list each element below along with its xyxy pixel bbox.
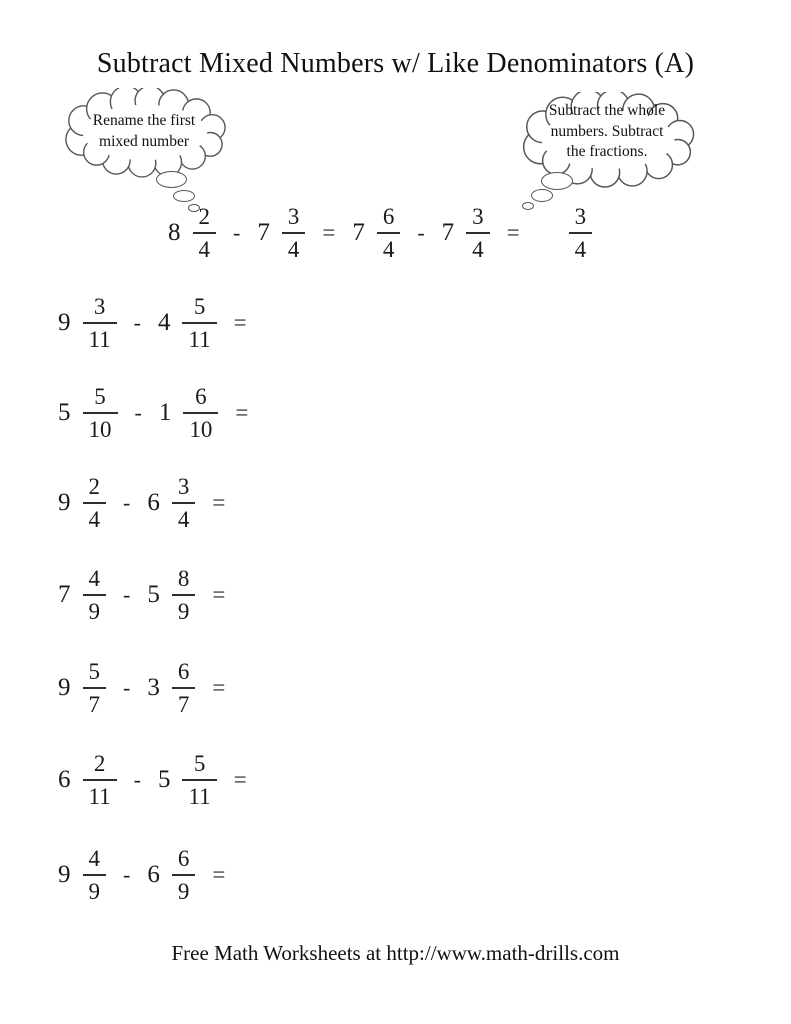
equals-sign: = (233, 767, 247, 792)
cloud-right-line1: Subtract the whole (548, 101, 666, 119)
equals-sign: = (212, 862, 226, 887)
whole-number: 9 (58, 489, 71, 516)
whole-number: 9 (58, 674, 71, 701)
problem-row-2 (58, 382, 253, 444)
denominator: 4 (569, 232, 593, 261)
denominator: 4 (377, 232, 401, 261)
denominator: 9 (83, 594, 107, 623)
numerator: 4 (88, 846, 100, 871)
minus-sign: - (133, 767, 141, 792)
equals-sign: = (233, 310, 247, 335)
footer-credit: Free Math Worksheets at http://www.math-drills.com (171, 941, 620, 965)
denominator: 10 (83, 412, 118, 441)
numerator: 5 (94, 384, 106, 409)
numerator: 3 (472, 204, 484, 229)
fraction (377, 205, 401, 261)
equals-sign: = (212, 490, 226, 515)
numerator: 3 (177, 474, 190, 499)
result-fraction (569, 205, 593, 261)
fraction (83, 752, 117, 808)
minus-sign: - (417, 220, 425, 245)
cloud-right-line2: numbers. Subtract (550, 122, 664, 140)
numerator: 5 (193, 294, 206, 319)
numerator: 3 (93, 294, 106, 319)
denominator: 10 (183, 412, 218, 441)
denominator: 4 (466, 232, 490, 261)
example-equation (168, 202, 592, 264)
numerator: 2 (93, 751, 106, 776)
equals-sign: = (212, 675, 226, 700)
whole-number: 6 (147, 489, 160, 516)
numerator: 2 (88, 474, 100, 499)
minus-sign: - (123, 490, 131, 515)
problem-row-5 (58, 657, 230, 719)
whole-number: 4 (157, 309, 171, 336)
numerator: 6 (382, 204, 395, 229)
denominator: 9 (172, 594, 196, 623)
fraction (182, 752, 216, 808)
minus-sign: - (233, 220, 241, 245)
cloud-right-text (512, 92, 702, 176)
denominator: 4 (83, 502, 107, 531)
whole-number: 3 (147, 674, 160, 701)
thought-trail-bubble (531, 189, 553, 202)
fraction (172, 847, 196, 903)
numerator: 8 (177, 566, 190, 591)
equals-sign: = (506, 220, 520, 245)
cloud-left-text (55, 88, 233, 180)
fraction (466, 205, 490, 261)
fraction (193, 205, 217, 261)
thought-cloud-right (512, 92, 702, 176)
numerator: 5 (193, 751, 206, 776)
numerator: 6 (177, 659, 190, 684)
problem-row-4 (58, 564, 230, 626)
numerator: 3 (574, 204, 587, 229)
denominator: 9 (83, 874, 107, 903)
numerator: 6 (177, 846, 190, 871)
thought-cloud-left (55, 88, 233, 180)
thought-trail-bubble (156, 171, 187, 188)
whole-number: 9 (58, 861, 71, 888)
equals-sign: = (322, 220, 336, 245)
whole-number: 1 (158, 399, 172, 426)
whole-number: 7 (58, 581, 71, 608)
whole-number: 7 (257, 219, 270, 246)
denominator: 4 (193, 232, 217, 261)
fraction (83, 567, 107, 623)
numerator: 5 (88, 659, 100, 684)
numerator: 3 (287, 204, 300, 229)
denominator: 11 (182, 322, 216, 351)
fraction (172, 475, 196, 531)
fraction (182, 295, 216, 351)
whole-number: 7 (352, 219, 365, 246)
denominator: 4 (172, 502, 196, 531)
denominator: 11 (83, 322, 117, 351)
page-title: Subtract Mixed Numbers w/ Like Denominators (A) (96, 48, 695, 79)
problem-row-1 (58, 292, 252, 354)
fraction (83, 385, 118, 441)
problem-row-6 (58, 749, 252, 811)
minus-sign: - (123, 675, 131, 700)
denominator: 7 (172, 687, 196, 716)
denominator: 11 (83, 779, 117, 808)
whole-number: 8 (168, 219, 181, 246)
cloud-right-line3: the fractions. (566, 143, 648, 161)
minus-sign: - (133, 310, 141, 335)
problem-row-3 (58, 472, 230, 534)
equals-sign: = (212, 582, 226, 607)
minus-sign: - (134, 400, 142, 425)
whole-number: 9 (58, 309, 71, 336)
denominator: 4 (282, 232, 306, 261)
whole-number: 6 (58, 766, 71, 793)
whole-number: 7 (441, 219, 455, 246)
whole-number: 5 (58, 399, 71, 426)
cloud-left-line2: mixed number (99, 133, 189, 150)
fraction (83, 847, 107, 903)
whole-number: 5 (157, 766, 171, 793)
fraction (172, 660, 196, 716)
whole-number: 6 (147, 861, 160, 888)
numerator: 6 (195, 384, 207, 409)
fraction (83, 295, 117, 351)
minus-sign: - (123, 862, 131, 887)
numerator: 2 (198, 204, 210, 229)
problem-row-7 (58, 844, 230, 906)
denominator: 7 (83, 687, 107, 716)
fraction (282, 205, 306, 261)
numerator: 4 (88, 566, 100, 591)
fraction (172, 567, 196, 623)
whole-number: 5 (147, 581, 160, 608)
thought-trail-bubble (541, 172, 573, 190)
fraction (183, 385, 218, 441)
fraction (83, 660, 107, 716)
equals-sign: = (235, 400, 249, 425)
cloud-left-line1: Rename the first (92, 112, 196, 130)
denominator: 11 (182, 779, 216, 808)
thought-trail-bubble (173, 190, 195, 202)
fraction (83, 475, 107, 531)
denominator: 9 (172, 874, 196, 903)
minus-sign: - (123, 582, 131, 607)
